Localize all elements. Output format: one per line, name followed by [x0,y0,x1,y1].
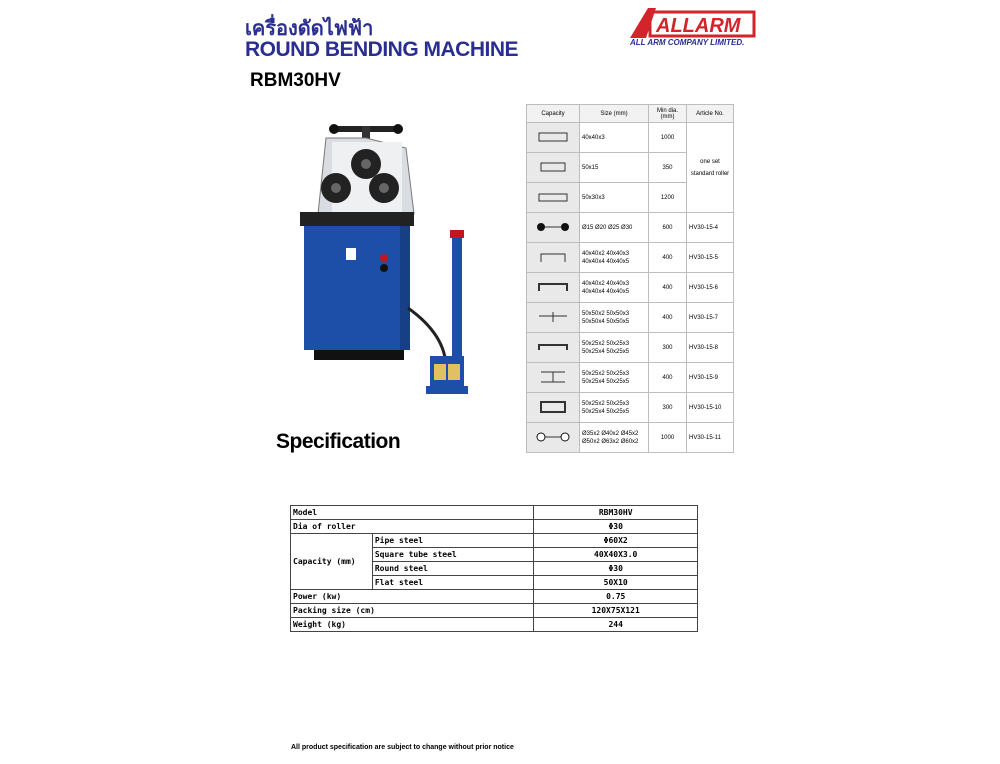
table-row: Ø35x2 Ø40x2 Ø45x2 Ø50x2 Ø63x2 Ø60x2 1000 HV30-15-11 [527,423,734,453]
rect-tube-wide-icon [527,183,580,213]
table-row: Square tube steel 40X40X3.0 [291,548,698,562]
table-row: Capacity (mm) Pipe steel Φ60X2 [291,534,698,548]
col-header-size: Size (mm) [580,105,649,123]
round-bar-icon [527,213,580,243]
thai-title: เครื่องดัดไฟฟ้า [245,16,374,40]
channel-icon [527,273,580,303]
table-row: Weight (kg) 244 [291,618,698,632]
table-row: Model RBM30HV [291,506,698,520]
tee-icon [527,303,580,333]
svg-text:ALLARM: ALLARM [656,15,741,37]
channel-wide-icon [527,333,580,363]
table-row: Packing size (cm) 120X75X121 [291,604,698,618]
standard-roller-note: one set standard roller [687,123,734,213]
table-row: 50x25x2 50x25x3 50x25x4 50x25x5 400 HV30-15-9 [527,363,734,393]
capacity-table [526,104,734,453]
table-row: 50x50x2 50x50x3 50x50x4 50x50x5 400 HV30-15-7 [527,303,734,333]
col-header-capacity: Capacity [527,105,580,123]
i-beam-icon [527,363,580,393]
specification-table [290,505,698,632]
specification-heading: Specification [276,430,401,453]
square-tube-icon [527,393,580,423]
machine-photo [296,118,476,408]
angle-icon [527,243,580,273]
table-row: 40x40x2 40x40x3 40x40x4 40x40x5 400 HV30-15-5 [527,243,734,273]
rect-tube-icon [527,123,580,153]
table-row: Round steel Φ30 [291,562,698,576]
table-row: 40x40x3 1000 one set standard roller [527,123,734,153]
col-header-min-dia: Min dia. (mm) [649,105,687,123]
company-name: ALL ARM COMPANY LIMITED. [630,38,745,47]
table-row: 50x30x3 1200 [527,183,734,213]
product-title: ROUND BENDING MACHINE [245,38,518,61]
flat-bar-icon [527,153,580,183]
table-row: 50x25x2 50x25x3 50x25x4 50x25x5 300 HV30-15-8 [527,333,734,363]
col-header-article: Article No. [687,105,734,123]
table-row: 50x25x2 50x25x3 50x25x4 50x25x5 300 HV30-15-10 [527,393,734,423]
footnote: All product specification are subject to change without prior notice [291,744,514,751]
table-row: 50x15 350 [527,153,734,183]
table-row: Flat steel 50X10 [291,576,698,590]
table-row: Power (kw) 0.75 [291,590,698,604]
model-code: RBM30HV [250,70,341,91]
table-row: Ø15 Ø20 Ø25 Ø30 600 HV30-15-4 [527,213,734,243]
pipe-icon [527,423,580,453]
table-row: Dia of roller Φ30 [291,520,698,534]
table-row: 40x40x2 40x40x3 40x40x4 40x40x5 400 HV30-15-6 [527,273,734,303]
